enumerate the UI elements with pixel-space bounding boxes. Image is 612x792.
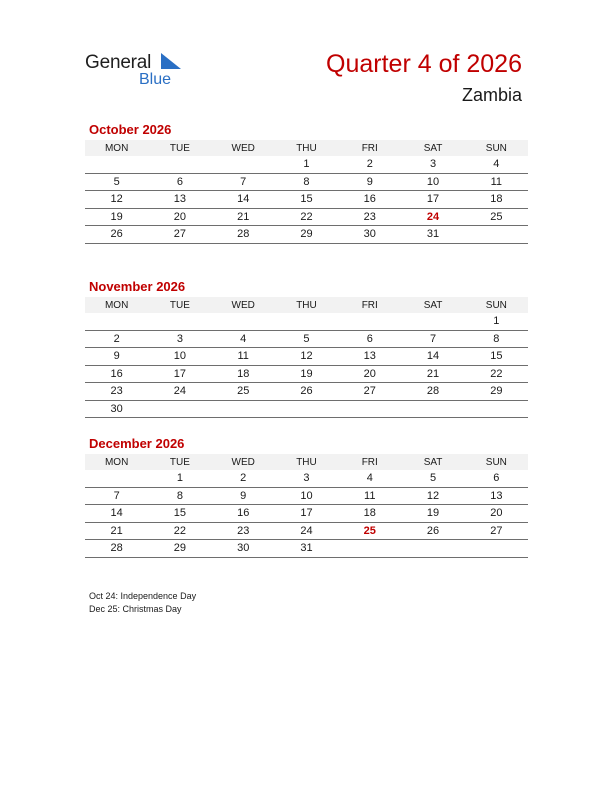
holiday-notes <box>89 590 196 616</box>
empty-day-cell <box>338 540 401 558</box>
week-row <box>85 540 528 558</box>
day-cell: 1 <box>275 156 338 173</box>
day-cell: 25 <box>212 383 275 401</box>
weekday-header: TUE <box>148 297 211 313</box>
empty-day-cell <box>465 540 528 558</box>
weekday-header: TUE <box>148 454 211 470</box>
empty-day-cell <box>401 400 464 418</box>
day-cell: 21 <box>401 365 464 383</box>
month-title: November 2026 <box>89 279 186 294</box>
day-cell: 10 <box>148 348 211 366</box>
logo-triangle-icon <box>159 53 183 71</box>
weekday-header: TUE <box>148 140 211 156</box>
day-cell: 12 <box>85 191 148 209</box>
day-cell: 5 <box>275 330 338 348</box>
holiday-day-cell: 25 <box>338 522 401 540</box>
day-cell: 22 <box>275 208 338 226</box>
holiday-note: Oct 24: Independence Day <box>89 591 197 601</box>
day-cell: 5 <box>401 470 464 487</box>
day-cell: 29 <box>148 540 211 558</box>
day-cell: 1 <box>148 470 211 487</box>
week-row <box>85 487 528 505</box>
week-row <box>85 330 528 348</box>
day-cell: 6 <box>338 330 401 348</box>
day-cell: 9 <box>338 173 401 191</box>
day-cell: 11 <box>465 173 528 191</box>
week-row <box>85 191 528 209</box>
day-cell: 3 <box>275 470 338 487</box>
day-cell: 24 <box>148 383 211 401</box>
day-cell: 17 <box>148 365 211 383</box>
day-cell: 27 <box>465 522 528 540</box>
weekday-header: THU <box>275 297 338 313</box>
weekday-header: THU <box>275 140 338 156</box>
day-cell: 26 <box>85 226 148 244</box>
weekday-header: SUN <box>465 454 528 470</box>
week-row <box>85 313 528 330</box>
day-cell: 16 <box>85 365 148 383</box>
empty-day-cell <box>212 156 275 173</box>
weekday-header: THU <box>275 454 338 470</box>
page-title: Quarter 4 of 2026 <box>326 50 522 78</box>
day-cell: 28 <box>85 540 148 558</box>
day-cell: 20 <box>465 505 528 523</box>
day-cell: 31 <box>275 540 338 558</box>
logo-text-general: General <box>85 52 152 73</box>
month-title: October 2026 <box>89 122 172 137</box>
day-cell: 11 <box>338 487 401 505</box>
holiday-note: Dec 25: Christmas Day <box>89 604 182 614</box>
country-label: Zambia <box>461 85 522 105</box>
empty-day-cell <box>148 313 211 330</box>
day-cell: 19 <box>85 208 148 226</box>
week-row <box>85 470 528 487</box>
day-cell: 14 <box>212 191 275 209</box>
day-cell: 19 <box>401 505 464 523</box>
day-cell: 4 <box>212 330 275 348</box>
day-cell: 19 <box>275 365 338 383</box>
weekday-header: MON <box>85 297 148 313</box>
day-cell: 17 <box>275 505 338 523</box>
day-cell: 30 <box>338 226 401 244</box>
weekday-header: SAT <box>401 297 464 313</box>
weekday-header: FRI <box>338 297 401 313</box>
day-cell: 20 <box>148 208 211 226</box>
day-cell: 18 <box>212 365 275 383</box>
day-cell: 22 <box>465 365 528 383</box>
day-cell: 29 <box>275 226 338 244</box>
weekday-header: SAT <box>401 454 464 470</box>
day-cell: 1 <box>465 313 528 330</box>
day-cell: 8 <box>275 173 338 191</box>
holiday-day-cell: 24 <box>401 208 464 226</box>
day-cell: 21 <box>85 522 148 540</box>
day-cell: 11 <box>212 348 275 366</box>
day-cell: 5 <box>85 173 148 191</box>
day-cell: 26 <box>401 522 464 540</box>
weekday-header: FRI <box>338 454 401 470</box>
day-cell: 8 <box>148 487 211 505</box>
empty-day-cell <box>148 156 211 173</box>
day-cell: 27 <box>148 226 211 244</box>
empty-day-cell <box>85 470 148 487</box>
day-cell: 4 <box>338 470 401 487</box>
day-cell: 14 <box>85 505 148 523</box>
brand-logo <box>85 50 195 90</box>
day-cell: 3 <box>401 156 464 173</box>
weekday-header: SAT <box>401 140 464 156</box>
day-cell: 7 <box>401 330 464 348</box>
week-row <box>85 505 528 523</box>
day-cell: 8 <box>465 330 528 348</box>
week-row <box>85 173 528 191</box>
month-block-december <box>85 436 528 558</box>
empty-day-cell <box>465 400 528 418</box>
day-cell: 16 <box>212 505 275 523</box>
day-cell: 12 <box>401 487 464 505</box>
day-cell: 18 <box>465 191 528 209</box>
day-cell: 18 <box>338 505 401 523</box>
weekday-header-row <box>85 140 528 156</box>
weekday-header-row <box>85 454 528 470</box>
calendar-table <box>85 140 528 244</box>
weekday-header-row <box>85 297 528 313</box>
week-row <box>85 226 528 244</box>
day-cell: 26 <box>275 383 338 401</box>
day-cell: 2 <box>338 156 401 173</box>
day-cell: 2 <box>212 470 275 487</box>
weekday-header: WED <box>212 140 275 156</box>
day-cell: 13 <box>338 348 401 366</box>
month-block-october <box>85 122 528 244</box>
logo-text-blue: Blue <box>139 71 172 88</box>
day-cell: 28 <box>212 226 275 244</box>
day-cell: 14 <box>401 348 464 366</box>
weekday-header: MON <box>85 140 148 156</box>
empty-day-cell <box>275 400 338 418</box>
empty-day-cell <box>148 400 211 418</box>
day-cell: 29 <box>465 383 528 401</box>
week-row <box>85 400 528 418</box>
day-cell: 23 <box>85 383 148 401</box>
empty-day-cell <box>212 400 275 418</box>
weekday-header: WED <box>212 454 275 470</box>
weekday-header: SUN <box>465 297 528 313</box>
empty-day-cell <box>401 313 464 330</box>
empty-day-cell <box>85 156 148 173</box>
empty-day-cell <box>401 540 464 558</box>
day-cell: 7 <box>212 173 275 191</box>
day-cell: 10 <box>401 173 464 191</box>
day-cell: 12 <box>275 348 338 366</box>
day-cell: 9 <box>212 487 275 505</box>
month-block-november <box>85 279 528 418</box>
day-cell: 7 <box>85 487 148 505</box>
day-cell: 6 <box>148 173 211 191</box>
week-row <box>85 156 528 173</box>
week-row <box>85 522 528 540</box>
day-cell: 15 <box>148 505 211 523</box>
day-cell: 9 <box>85 348 148 366</box>
calendar-table <box>85 454 528 558</box>
day-cell: 31 <box>401 226 464 244</box>
weekday-header: WED <box>212 297 275 313</box>
day-cell: 27 <box>338 383 401 401</box>
week-row <box>85 348 528 366</box>
day-cell: 21 <box>212 208 275 226</box>
day-cell: 24 <box>275 522 338 540</box>
empty-day-cell <box>465 226 528 244</box>
week-row <box>85 208 528 226</box>
day-cell: 2 <box>85 330 148 348</box>
day-cell: 30 <box>212 540 275 558</box>
day-cell: 4 <box>465 156 528 173</box>
day-cell: 15 <box>465 348 528 366</box>
day-cell: 10 <box>275 487 338 505</box>
day-cell: 30 <box>85 400 148 418</box>
empty-day-cell <box>85 313 148 330</box>
month-title: December 2026 <box>89 436 185 451</box>
week-row <box>85 365 528 383</box>
day-cell: 13 <box>465 487 528 505</box>
empty-day-cell <box>275 313 338 330</box>
day-cell: 15 <box>275 191 338 209</box>
day-cell: 25 <box>465 208 528 226</box>
day-cell: 16 <box>338 191 401 209</box>
day-cell: 20 <box>338 365 401 383</box>
empty-day-cell <box>338 313 401 330</box>
calendar-table <box>85 297 528 418</box>
weekday-header: FRI <box>338 140 401 156</box>
day-cell: 23 <box>212 522 275 540</box>
day-cell: 17 <box>401 191 464 209</box>
day-cell: 23 <box>338 208 401 226</box>
empty-day-cell <box>338 400 401 418</box>
day-cell: 6 <box>465 470 528 487</box>
day-cell: 13 <box>148 191 211 209</box>
day-cell: 22 <box>148 522 211 540</box>
empty-day-cell <box>212 313 275 330</box>
day-cell: 3 <box>148 330 211 348</box>
weekday-header: SUN <box>465 140 528 156</box>
day-cell: 28 <box>401 383 464 401</box>
weekday-header: MON <box>85 454 148 470</box>
week-row <box>85 383 528 401</box>
